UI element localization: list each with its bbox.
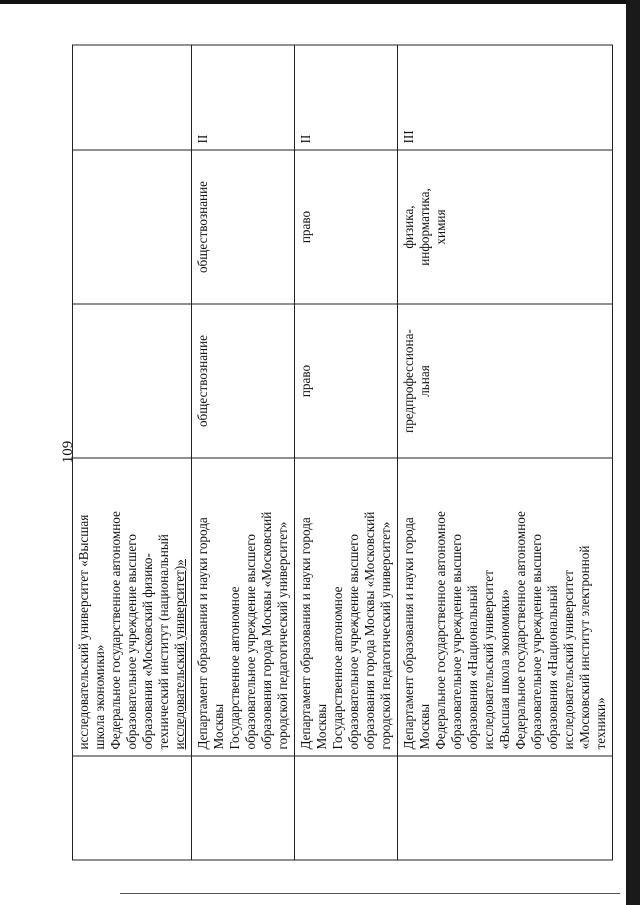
organizer-line: Государственное автономное — [330, 586, 345, 750]
organizer-line: «Высшая школа экономики» — [497, 589, 512, 750]
organizer-line: образовательное учреждение высшего — [124, 534, 139, 750]
organizer-line: Федеральное государственное автономное — [433, 511, 448, 750]
table-row — [398, 45, 613, 860]
level-cell: III — [398, 45, 613, 150]
organizer-line: «Московский институт электронной — [577, 545, 592, 750]
index-cell — [192, 756, 295, 860]
level-cell — [73, 45, 192, 150]
organizer-line: исследовательский университет — [481, 570, 496, 750]
table-row — [192, 45, 295, 860]
profile-line: предпрофессиона- — [401, 329, 416, 433]
organizer-line: образования «Национальный — [545, 585, 560, 750]
organizer-line: Департамент образования и науки города — [298, 517, 313, 750]
profile-cell — [73, 304, 192, 458]
organizer-cell — [192, 458, 295, 756]
profile-cell: право — [295, 304, 398, 458]
organizer-line: технический институт (национальный — [156, 534, 171, 750]
subject-line: физика, — [401, 205, 416, 249]
subjects-cell — [73, 150, 192, 304]
subjects-cell — [398, 150, 613, 304]
organizer-line: исследовательский университет «Высшая — [76, 514, 91, 750]
index-cell — [398, 756, 613, 860]
organizer-line: образовательное учреждение высшего — [243, 534, 258, 750]
organizer-line: образовательное учреждение высшего — [529, 534, 544, 750]
organizer-cell — [398, 458, 613, 756]
organizer-line: Федеральное государственное автономное — [513, 511, 528, 750]
organizer-line: исследовательский университет — [561, 570, 576, 750]
organizer-line: Департамент образования и науки города — [195, 517, 210, 750]
organizer-line: Государственное автономное — [227, 586, 242, 750]
olympiad-table — [72, 45, 613, 861]
organizer-line: исследовательский университет)» — [172, 559, 187, 750]
organizer-line: образования города Москвы «Московский — [362, 511, 377, 750]
organizer-line: Москвы — [417, 703, 432, 750]
organizer-cell — [73, 458, 192, 756]
table-row — [73, 45, 192, 860]
profile-cell: обществознание — [192, 304, 295, 458]
organizer-line: школа экономики» — [92, 644, 107, 750]
organizer-line: Федеральное государственное автономное — [108, 511, 123, 750]
organizer-line: образовательное учреждение высшего — [449, 534, 464, 750]
organizer-line: городской педагогический университет» — [378, 521, 393, 750]
organizer-line: Департамент образования и науки города — [401, 517, 416, 750]
organizer-line: образования «Национальный — [465, 585, 480, 750]
page-number: 109 — [60, 440, 76, 464]
table-row — [295, 45, 398, 860]
subject-line: информатика, — [417, 188, 432, 266]
subject-line: химия — [433, 209, 448, 245]
organizer-cell — [295, 458, 398, 756]
profile-line: льная — [417, 365, 432, 397]
organizer-line: Москвы — [211, 703, 226, 750]
index-cell — [73, 756, 192, 860]
level-cell: II — [295, 45, 398, 150]
profile-cell — [398, 304, 613, 458]
subjects-cell: право — [295, 150, 398, 304]
level-cell: II — [192, 45, 295, 150]
index-cell — [295, 756, 398, 860]
subjects-cell: обществознание — [192, 150, 295, 304]
organizer-line: техники» — [593, 697, 608, 750]
organizer-line: Москвы — [314, 703, 329, 750]
organizer-line: городской педагогический университет» — [275, 521, 290, 750]
organizer-line: образовательное учреждение высшего — [346, 534, 361, 750]
organizer-line: образования города Москвы «Московский — [259, 511, 274, 750]
organizer-line: образования «Московский физико- — [140, 553, 155, 750]
